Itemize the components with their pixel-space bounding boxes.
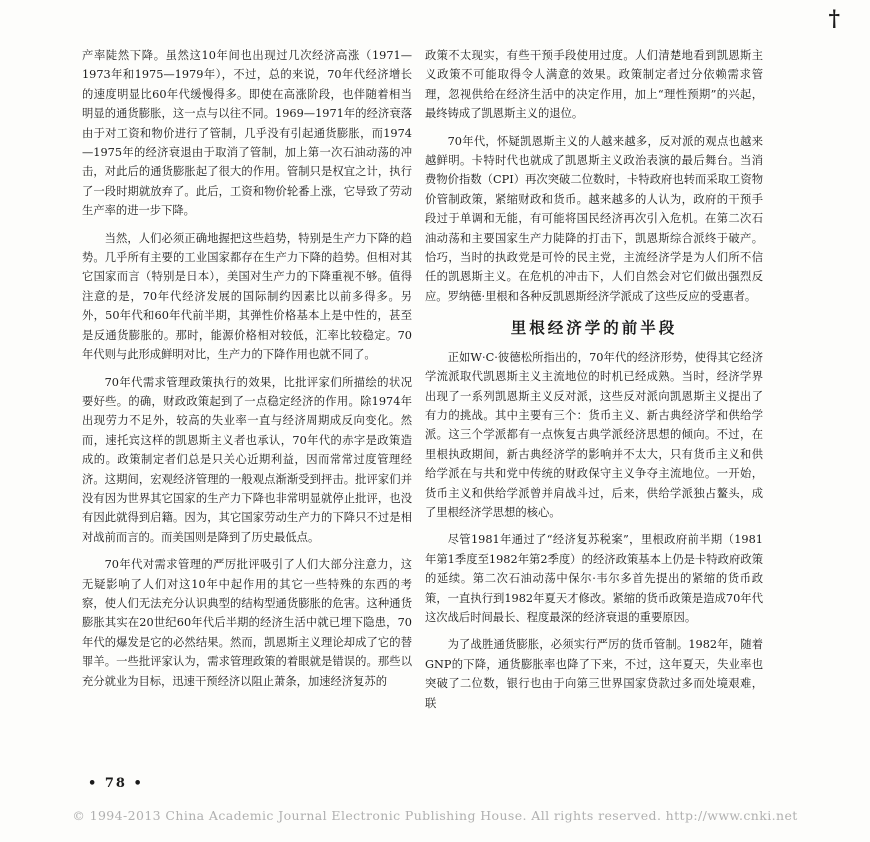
paragraph: 70年代需求管理政策执行的效果，比批评家们所描绘的状况要好些。的确，财政政策起到了一点稳定经济的作用。除1974年出现劳力不足外，较高的失业率一直与经济周期成反向变化。然而，速托宾这样的凯恩斯主义者也承认，70年代的赤字是政策造成的。政策制定者们总是只关心近期利益，因而常常过度管理经济。这期间，宏观经济管理的一般观点渐渐受到抨击。批评家们并没有因为世界其它国家的生产力下降也非常明显就停止批评，也没有因此就得到启籍。因为，其它国家劳动生产力的下降只不过是相对战前而言的。而美国则是降到了历史最低点。 [82,375,412,544]
paragraph: 70年代对需求管理的严厉批评吸引了人们大部分注意力，这无疑影响了人们对这10年中起作用的其它一些特殊的东西的考察，使人们无法充分认识典型的结构型通货膨胀的危害。这种通货膨胀其实在20世纪60年代后半期的经济生活中就已埋下隐患，70年代的爆发是它的必然结果。然而，凯恩斯主义理论却成了它的替罪羊。一些批评家认为，需求管理政策的着眼就是错误的。那些以充分就业为目标，迅速干预经济以阻止萧条，加速经济复苏的 [82,558,412,688]
paragraph: 70年代，怀疑凯恩斯主义的人越来越多，反对派的观点也越来越鲜明。卡特时代也就成了凯恩斯主义政治表演的最后舞台。当消费物价指数（CPI）再次突破二位数时，卡特政府也转而采取工资物价管制政策，紧缩财政和货币。越来越多的人认为，政府的干预手段过于单调和无能，有可能将国民经济再次引入危机。在第二次石油动荡和主要国家生产力陡降的打击下，凯恩斯综合派终于破产。恰巧，当时的执政党是可怜的民主党，主流经济学是为人们所不信任的凯恩斯主义。在危机的冲击下，人们自然会对它们做出强烈反应。罗纳德·里根和各种反凯恩斯经济学派成了这些反应的受惠者。 [425,134,763,303]
left-text-column [82,46,412,691]
paragraph: 尽管1981年通过了“经济复苏税案”，里根政府前半期（1981年第1季度至1982年第2季度）的经济政策基本上仍是卡特政府政策的延续。第二次石油动荡中保尔·韦尔多首先提出的紧缩的货币政策，一直执行到1982年夏天才修改。紧缩的货币政策是造成70年代这次战后时间最长、程度最深的经济衰退的重要原因。 [425,533,763,624]
section-heading: 里根经济学的前半段 [510,318,678,338]
paragraph: 政策不太现实，有些干预手段使用过度。人们清楚地看到凯恩斯主义政策不可能取得令人满意的效果。政策制定者过分依赖需求管理，忽视供给在经济生活中的决定作用，加上“理性预期”的兴起，最终铸成了凯恩斯主义的退位。 [425,49,763,121]
paragraph: 正如W·C·彼德松所指出的，70年代的经济形势，使得其它经济学流派取代凯恩斯主义主流地位的时机已经成熟。当时，经济学界出现了一系列凯恩斯主义反对派，这些反对派向凯恩斯主义提出了有力的挑战。其中主要有三个：货币主义、新古典经济学和供给学派。这三个学派都有一点恢复古典学派经济思想的倾向。不过，在里根执政期间，新古典经济学的影响并不太大，只有货币主义和供给学派在与共和党中传统的财政保守主义争夺主流地位。一开始，货币主义和供给学派曾并肩战斗过，后来，供给学派独占鳌头，成了里根经济学思想的核心。 [425,350,763,519]
right-text-column [425,46,763,713]
corner-mark: † [828,6,840,32]
paragraph: 产率陡然下降。虽然这10年间也出现过几次经济高涨（1971—1973年和1975—1979年），不过，总的来说，70年代经济增长的速度明显比60年代缓慢得多。即使在高涨阶段，也伴随着相当明显的通货膨胀，这一点与以往不同。1969—1971年的经济衰落由于对工资和物价进行了管制，几乎没有引起通货膨胀，而1974—1975年的经济衰退由于取消了管制，加上第一次石油动荡的冲击，对此后的通货膨胀起了很大的作用。管制只是权宜之计，执行了一段时期就放弃了。此后，工资和物价轮番上涨，它导致了劳动生产率的进一步下降。 [82,49,412,218]
paragraph: 为了战胜通货膨胀，必须实行严厉的货币管制。1982年，随着GNP的下降，通货膨胀率也降了下来，不过，这年夏天，失业率也突破了二位数，银行也由于向第三世界国家贷款过多而处境艰难，联 [425,638,763,710]
copyright-footer: © 1994-2013 China Academic Journal Electronic Publishing House. All rights reserved. http://www.cnki.net [72,808,798,823]
page-number: • 78 • [88,776,144,791]
paragraph: 当然，人们必须正确地握把这些趋势，特别是生产力下降的趋势。几乎所有主要的工业国家都存在生产力下降的趋势。但相对其它国家而言（特别是日本），美国对生产力的下降重视不够。值得注意的是，70年代经济发展的国际制约因素比以前多得多。另外，50年代和60年代前半期，其弹性价格基本上是中性的，甚至是反通货膨胀的。那时，能源价格相对较低，汇率比较稳定。70年代则与此形成鲜明对比，生产力的下降作用也就不同了。 [82,231,412,362]
